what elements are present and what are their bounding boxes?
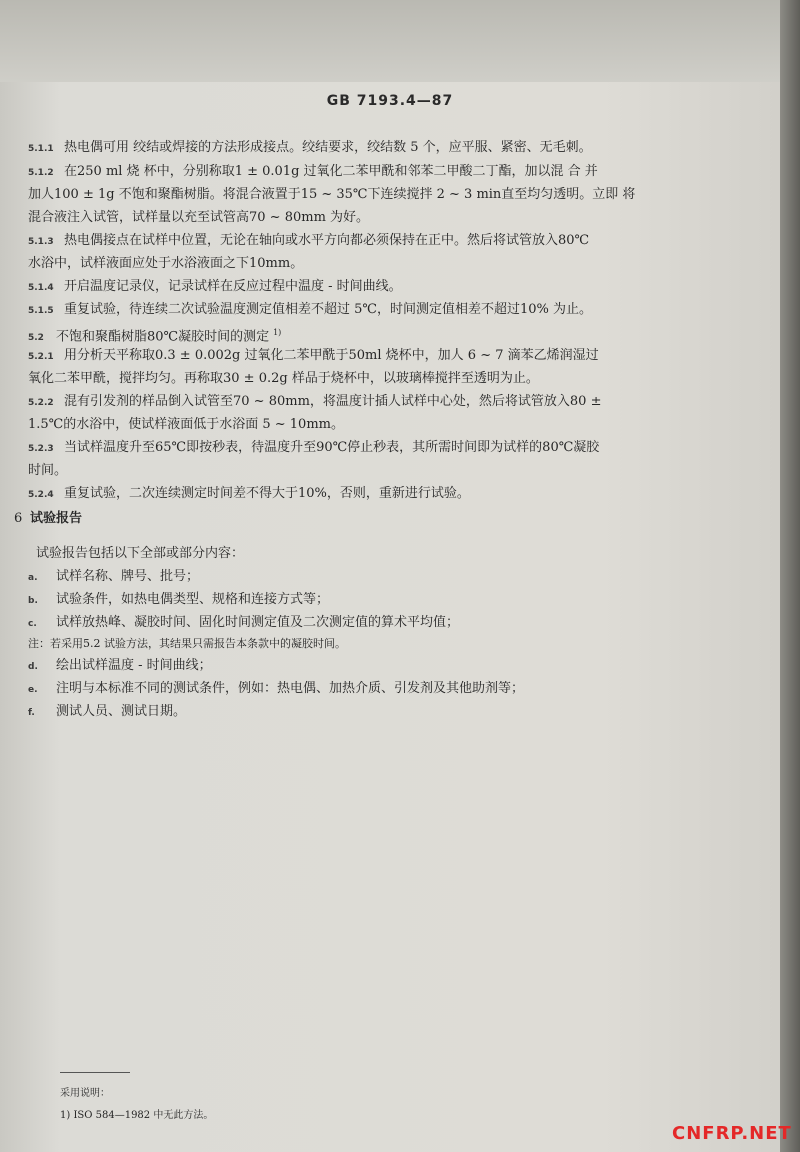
standard-header: GB 7193.4—87: [326, 93, 454, 109]
report-item: [28, 614, 690, 633]
item-label: a.: [28, 573, 38, 583]
clause-number: 5.2.3: [28, 444, 54, 454]
clause-line: [28, 301, 690, 320]
clause-line: [28, 139, 690, 158]
section-title: 试验报告: [30, 511, 83, 526]
item-text: 试验条件，如热电偶类型、规格和连接方式等；: [56, 592, 330, 607]
note-label: 注：: [28, 637, 50, 650]
clause-text: 当试样温度升至65℃即按秒表，待温度升至90℃停止秒表，其所需时间即为试样的80℃凝胶: [64, 440, 600, 455]
footnote-1: 1) ISO 584—1982 中无此方法。: [60, 1110, 214, 1121]
clause-line: [28, 416, 690, 434]
book-spine-shadow: [780, 0, 800, 1152]
report-item: [28, 591, 690, 610]
item-label: f.: [28, 708, 35, 718]
clause-line: [28, 485, 690, 504]
clause-line: [28, 324, 690, 347]
clause-text: 重复试验，二次连续测定时间差不得大于10%，否则，重新进行试验。: [64, 486, 470, 501]
report-item: [28, 703, 690, 722]
section-heading: [14, 510, 690, 528]
item-text: 测试人员、测试日期。: [56, 704, 187, 719]
clause-number: 5.1.4: [28, 283, 54, 293]
footnote-title: 采用说明：: [60, 1088, 110, 1099]
clause-number: 5.1.1: [28, 144, 54, 154]
clause-line: [28, 278, 690, 297]
section-number: 6: [14, 511, 23, 526]
clause-line: [28, 393, 690, 412]
item-label: b.: [28, 596, 38, 606]
clause-number: 5.2.2: [28, 398, 54, 408]
clause-text: 热电偶接点在试样中位置，无论在轴向或水平方向都必须保持在正中。然后将试管放入80℃: [64, 233, 590, 248]
clause-line: [28, 163, 690, 182]
clause-number: 5.2.4: [28, 490, 54, 500]
clause-line: [28, 347, 690, 366]
clause-line: [28, 209, 690, 227]
clause-text: 混有引发剂的样品倒入试管至70 ~ 80mm，将温度计插人试样中心处，然后将试管放入80 ±: [64, 394, 602, 409]
site-watermark: CNFRP.NET: [672, 1123, 792, 1144]
clause-number: 5.1.3: [28, 237, 54, 247]
clause-text: 在250 ml 烧 杯中，分别称取1 ± 0.01g 过氧化二苯甲酰和邻苯二甲酸二丁酯，加以混 合 并: [64, 164, 598, 179]
item-text: 试样名称、牌号、批号；: [56, 569, 200, 584]
footnote-ref: 1): [273, 328, 282, 337]
clause-text: 混合液注入试管，试样量以充至试管高70 ~ 80mm 为好。: [28, 210, 370, 225]
clause-line: [28, 255, 690, 273]
item-label: c.: [28, 619, 37, 629]
report-note: [28, 635, 690, 653]
clause-line: [28, 186, 690, 204]
item-text: 注明与本标准不同的测试条件，例如：热电偶、加热介质、引发剂及其他助剂等；: [56, 681, 525, 696]
clause-line: [28, 462, 690, 480]
clause-text: 氧化二苯甲酰，搅拌均匀。再称取30 ± 0.2g 样品于烧杯中，以玻璃棒搅拌至透明为止。: [28, 371, 539, 386]
clause-text: 热电偶可用 绞结或焊接的方法形成接点。绞结要求，绞结数 5 个，应平服、紧密、无毛刺。: [64, 140, 592, 155]
clause-line: [28, 439, 690, 458]
report-item: [28, 568, 690, 587]
clause-text: 不饱和聚酯树脂80℃凝胶时间的测定: [56, 329, 270, 345]
clause-number: 5.2.1: [28, 352, 54, 362]
report-item: [28, 657, 690, 676]
note-text: 若采用5.2 试验方法，其结果只需报告本条款中的凝胶时间。: [50, 637, 346, 650]
clause-line: [28, 232, 690, 251]
report-intro: 试验报告包括以下全部或部分内容：: [36, 546, 245, 561]
item-label: e.: [28, 685, 38, 695]
footnote-divider: [60, 1072, 130, 1073]
clause-text: 重复试验，待连续二次试验温度测定值相差不超过 5℃，时间测定值相差不超过10% 为止。: [64, 302, 592, 317]
item-text: 试样放热峰、凝胶时间、固化时间测定值及二次测定值的算术平均值；: [56, 615, 460, 630]
clause-text: 水浴中，试样液面应处于水浴液面之下10mm。: [28, 256, 304, 271]
clause-text: 时间。: [28, 463, 68, 478]
clause-number: 5.1.2: [28, 168, 54, 178]
clause-number: 5.1.5: [28, 306, 54, 316]
clause-text: 1.5℃的水浴中，使试样液面低于水浴面 5 ~ 10mm。: [28, 417, 344, 432]
clause-text: 用分析天平称取0.3 ± 0.002g 过氧化二苯甲酰于50ml 烧杯中，加人 6 ~ 7 滴苯乙烯润湿过: [64, 348, 599, 363]
item-text: 绘出试样温度 - 时间曲线；: [56, 658, 212, 673]
item-label: d.: [28, 662, 38, 672]
clause-text: 加人100 ± 1g 不饱和聚酯树脂。将混合液置于15 ~ 35℃下连续搅拌 2 ~ 3 min直至均匀透明。立即 将: [28, 187, 636, 202]
clause-line: [28, 370, 690, 388]
clause-text: 开启温度记录仪，记录试样在反应过程中温度 - 时间曲线。: [64, 279, 402, 294]
clause-number: 5.2: [28, 333, 44, 344]
scan-top-shadow: [0, 0, 780, 82]
report-item: [28, 680, 690, 699]
